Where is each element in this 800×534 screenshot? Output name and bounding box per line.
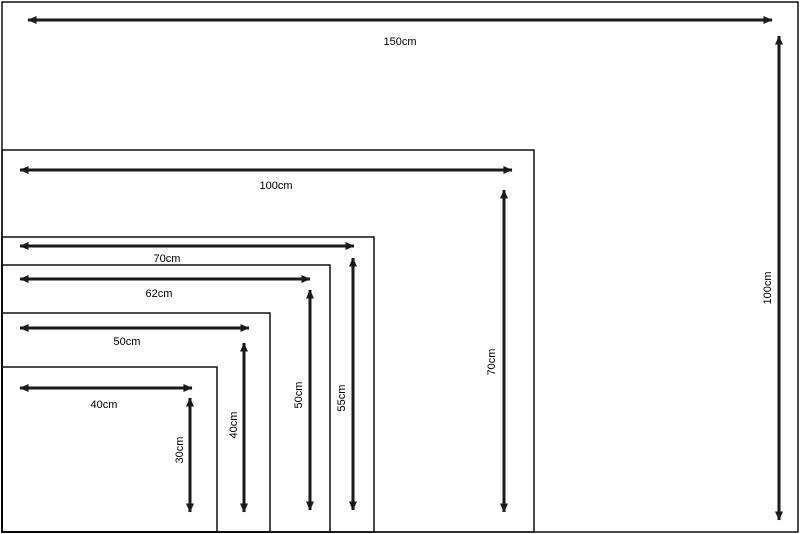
frame-100x70 — [2, 150, 534, 532]
dim-50cm-label: 50cm — [113, 335, 141, 348]
dim-55cm-v-label: 55cm — [335, 384, 348, 412]
frame-62x50 — [2, 265, 330, 532]
frame-70x55 — [2, 237, 374, 532]
dim-30cm-v-label: 30cm — [173, 436, 186, 464]
dim-40cm-v-label: 40cm — [227, 411, 240, 439]
dim-100cm-label: 100cm — [259, 179, 293, 192]
horizontal-dimensions-group — [20, 20, 772, 411]
dim-70cm-label: 70cm — [153, 252, 181, 265]
frame-150x100 — [2, 2, 798, 532]
dim-150cm-label: 150cm — [383, 35, 417, 48]
dim-50cm-v-label: 50cm — [292, 381, 305, 409]
dim-100cm-v-label: 100cm — [761, 271, 774, 305]
frames-group — [2, 2, 798, 532]
dim-70cm-v-label: 70cm — [485, 348, 498, 376]
dim-40cm-label: 40cm — [90, 398, 118, 411]
dim-62cm-label: 62cm — [145, 287, 173, 300]
